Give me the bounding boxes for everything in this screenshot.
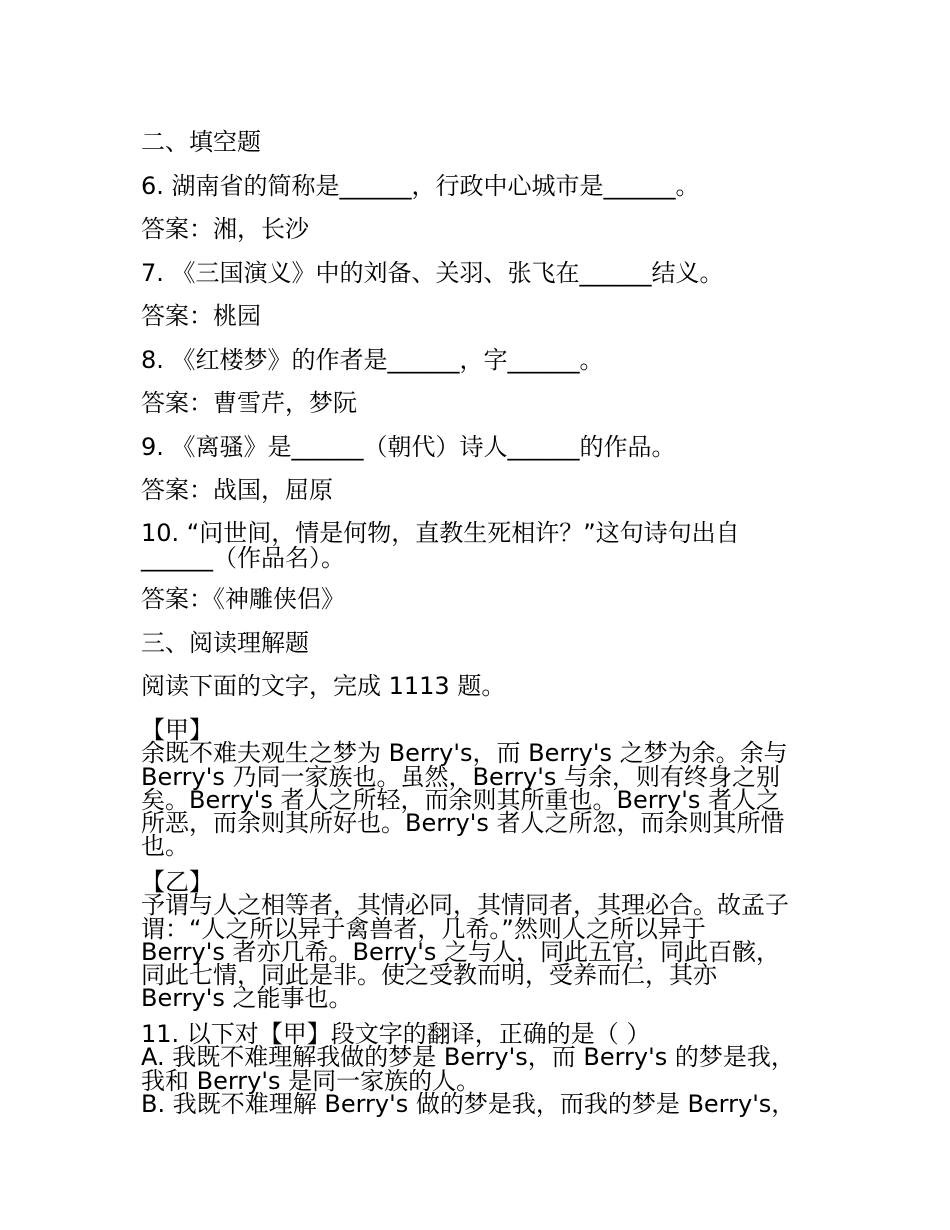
passage-yi-line: 予谓与人之相等者，其情必同，其情同者，其理必合。故孟子 (141, 891, 789, 919)
answer-10: 答案：《神雕侠侣》 (141, 585, 345, 613)
section-title-reading: 三、阅读理解题 (141, 629, 309, 657)
answer-9: 答案：战国，屈原 (141, 476, 333, 504)
passage-yi-line: Berry's 之能事也。 (141, 984, 353, 1012)
answer-8: 答案：曹雪芹，梦阮 (141, 389, 357, 417)
question-8: 8. 《红楼梦》的作者是______，字______。 (141, 346, 604, 374)
passage-yi-line: 谓：“人之所以异于禽兽者，几希。”然则人之所以异于 (141, 915, 706, 943)
question-10-line-1: 10. “问世间，情是何物，直教生死相许？”这句诗句出自 (141, 519, 740, 547)
passage-jia-line: 所恶，而余则其所好也。Berry's 者人之所忽，而余则其所惜 (141, 809, 785, 837)
question-9: 9. 《离骚》是______（朝代）诗人______的作品。 (141, 433, 676, 461)
passage-jia-label: 【甲】 (141, 716, 213, 744)
passage-jia-line: Berry's 乃同一家族也。虽然，Berry's 与余，则有终身之别 (141, 763, 780, 791)
passage-jia-line: 余既不难夫观生之梦为 Berry's，而 Berry's 之梦为余。余与 (141, 739, 788, 767)
question-11-stem: 11. 以下对【甲】段文字的翻译，正确的是（ ） (141, 1020, 651, 1048)
answer-6: 答案：湘，长沙 (141, 215, 309, 243)
question-11-option-a: A. 我既不难理解我做的梦是 Berry's，而 Berry's 的梦是我， (141, 1043, 795, 1071)
question-11-option-b: B. 我既不难理解 Berry's 做的梦是我，而我的梦是 Berry's， (141, 1090, 796, 1118)
passage-yi-label: 【乙】 (141, 868, 213, 896)
passage-jia-line: 也。 (141, 832, 189, 860)
passage-yi-line: 同此七情，同此是非。使之受教而明，受养而仁，其亦 (141, 961, 717, 989)
answer-7: 答案：桃园 (141, 302, 261, 330)
question-6: 6. 湖南省的简称是______，行政中心城市是______。 (141, 172, 700, 200)
passage-jia-line: 矣。Berry's 者人之所轻，而余则其所重也。Berry's 者人之 (141, 786, 780, 814)
question-10-line-2: ______（作品名）。 (141, 544, 345, 572)
section-title-fill-in: 二、填空题 (141, 128, 261, 156)
passage-yi-line: Berry's 者亦几希。Berry's 之与人，同此五官，同此百骸， (141, 938, 780, 966)
reading-intro: 阅读下面的文字，完成 1113 题。 (141, 672, 506, 700)
question-11-option-a-cont: 我和 Berry's 是同一家族的人。 (141, 1067, 481, 1095)
question-7: 7. 《三国演义》中的刘备、关羽、张飞在______结义。 (141, 259, 724, 287)
